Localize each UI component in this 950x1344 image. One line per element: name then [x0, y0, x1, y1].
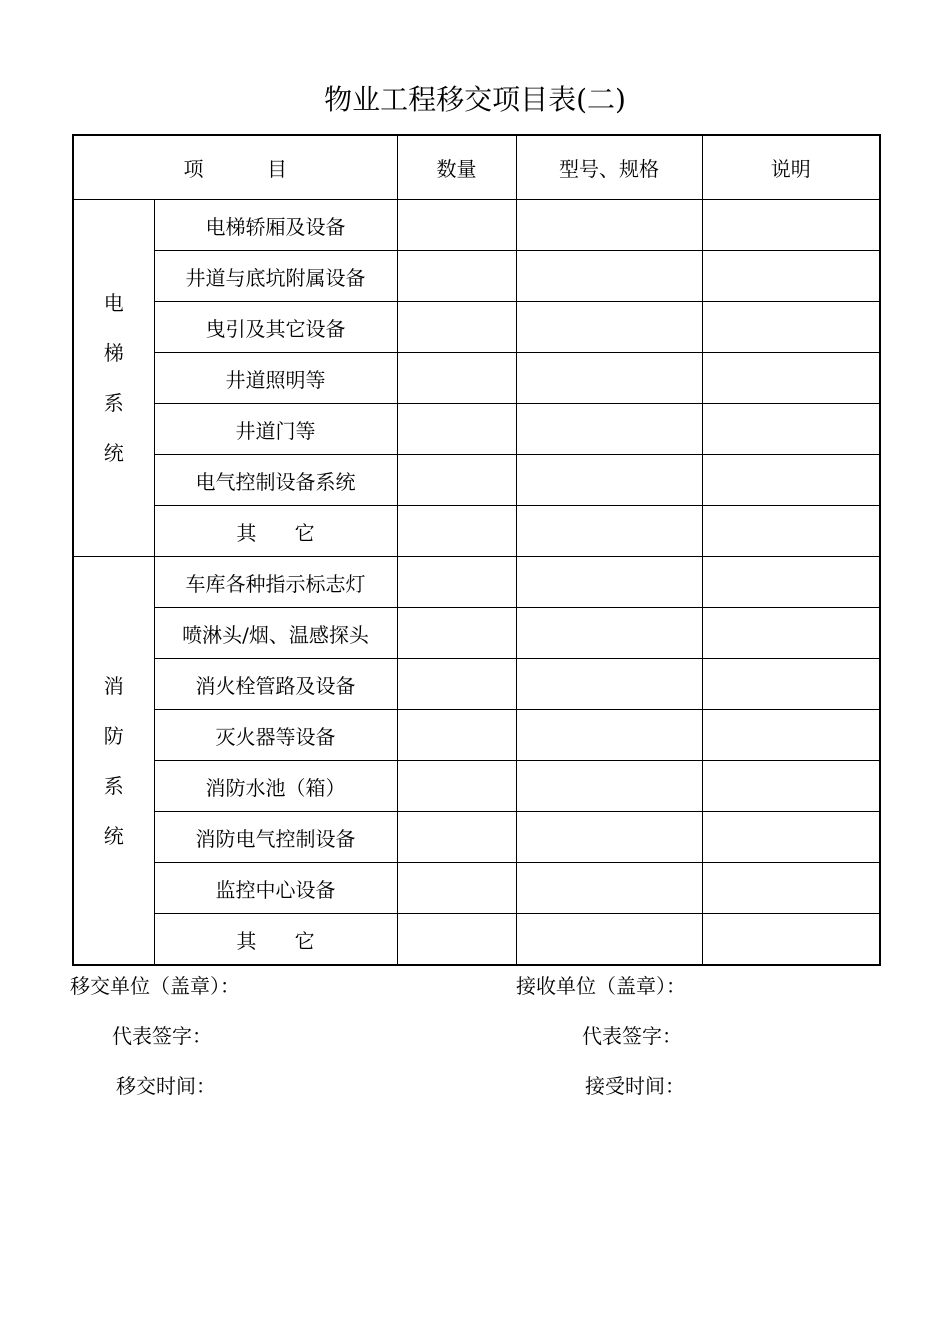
quantity-cell[interactable]: [397, 710, 516, 761]
table-row: [73, 863, 880, 914]
quantity-cell[interactable]: [397, 863, 516, 914]
table-row: [73, 710, 880, 761]
transfer-unit-label: 移交单位（盖章）：: [70, 974, 240, 998]
quantity-cell[interactable]: [397, 608, 516, 659]
item-name: 其 它: [154, 914, 397, 966]
model-spec-cell[interactable]: [516, 557, 702, 608]
item-name: 曳引及其它设备: [154, 302, 397, 353]
table-row: [73, 659, 880, 710]
item-name: 消火栓管路及设备: [154, 659, 397, 710]
table-row: [73, 200, 880, 251]
model-spec-cell[interactable]: [516, 659, 702, 710]
model-spec-cell[interactable]: [516, 251, 702, 302]
model-spec-cell[interactable]: [516, 404, 702, 455]
receive-unit-label: 接收单位（盖章）：: [516, 974, 686, 998]
item-name: 电梯轿厢及设备: [154, 200, 397, 251]
header-quantity: 数量: [397, 135, 516, 200]
table-row: [73, 455, 880, 506]
description-cell[interactable]: [702, 812, 880, 863]
quantity-cell[interactable]: [397, 455, 516, 506]
receive-time-label: 接受时间：: [585, 1074, 685, 1098]
model-spec-cell[interactable]: [516, 200, 702, 251]
group-label-fire: [73, 557, 154, 966]
table-row: [73, 302, 880, 353]
table-row: [73, 353, 880, 404]
quantity-cell[interactable]: [397, 812, 516, 863]
table-row: [73, 251, 880, 302]
description-cell[interactable]: [702, 710, 880, 761]
model-spec-cell[interactable]: [516, 506, 702, 557]
item-name: 井道照明等: [154, 353, 397, 404]
quantity-cell[interactable]: [397, 914, 516, 966]
group-label-char: 梯: [103, 341, 124, 365]
page-title: 物业工程移交项目表(二): [324, 83, 626, 116]
description-cell[interactable]: [702, 557, 880, 608]
table-row: [73, 506, 880, 557]
quantity-cell[interactable]: [397, 761, 516, 812]
description-cell[interactable]: [702, 251, 880, 302]
model-spec-cell[interactable]: [516, 914, 702, 966]
table-row: [73, 812, 880, 863]
item-name: 其 它: [154, 506, 397, 557]
description-cell[interactable]: [702, 914, 880, 966]
table-row: [73, 608, 880, 659]
description-cell[interactable]: [702, 608, 880, 659]
transfer-time-label: 移交时间：: [116, 1074, 216, 1098]
group-label-char: 统: [103, 823, 124, 848]
group-label-char: 统: [103, 441, 124, 465]
description-cell[interactable]: [702, 761, 880, 812]
model-spec-cell[interactable]: [516, 761, 702, 812]
table-row: [73, 557, 880, 608]
group-label-elevator: [73, 200, 154, 557]
group-label-char: 系: [103, 391, 124, 415]
description-cell[interactable]: [702, 506, 880, 557]
model-spec-cell[interactable]: [516, 812, 702, 863]
header-model-spec: 型号、规格: [516, 135, 702, 200]
item-name: 电气控制设备系统: [154, 455, 397, 506]
model-spec-cell[interactable]: [516, 353, 702, 404]
group-label-char: 系: [103, 773, 124, 798]
item-name: 井道与底坑附属设备: [154, 251, 397, 302]
item-name: 车库各种指示标志灯: [154, 557, 397, 608]
quantity-cell[interactable]: [397, 302, 516, 353]
description-cell[interactable]: [702, 659, 880, 710]
quantity-cell[interactable]: [397, 404, 516, 455]
description-cell[interactable]: [702, 863, 880, 914]
item-name: 监控中心设备: [154, 863, 397, 914]
handover-table: [72, 134, 881, 966]
description-cell[interactable]: [702, 302, 880, 353]
group-label-char: 防: [103, 723, 124, 748]
model-spec-cell[interactable]: [516, 863, 702, 914]
group-label-char: 消: [103, 673, 124, 698]
rep-sign-left-label: 代表签字：: [112, 1024, 212, 1048]
quantity-cell[interactable]: [397, 659, 516, 710]
table-row: [73, 914, 880, 966]
quantity-cell[interactable]: [397, 557, 516, 608]
header-description: 说明: [702, 135, 880, 200]
quantity-cell[interactable]: [397, 506, 516, 557]
table-row: [73, 404, 880, 455]
item-name: 井道门等: [154, 404, 397, 455]
description-cell[interactable]: [702, 353, 880, 404]
item-name: 灭火器等设备: [154, 710, 397, 761]
quantity-cell[interactable]: [397, 353, 516, 404]
model-spec-cell[interactable]: [516, 608, 702, 659]
quantity-cell[interactable]: [397, 200, 516, 251]
table-header-row: [73, 135, 880, 200]
item-name: 消防电气控制设备: [154, 812, 397, 863]
description-cell[interactable]: [702, 404, 880, 455]
model-spec-cell[interactable]: [516, 302, 702, 353]
model-spec-cell[interactable]: [516, 710, 702, 761]
header-item: 项 目: [73, 135, 397, 200]
rep-sign-right-label: 代表签字：: [582, 1024, 682, 1048]
description-cell[interactable]: [702, 200, 880, 251]
model-spec-cell[interactable]: [516, 455, 702, 506]
item-name: 消防水池（箱）: [154, 761, 397, 812]
group-label-char: 电: [103, 291, 124, 315]
item-name: 喷淋头/烟、温感探头: [154, 608, 397, 659]
table-row: [73, 761, 880, 812]
description-cell[interactable]: [702, 455, 880, 506]
quantity-cell[interactable]: [397, 251, 516, 302]
